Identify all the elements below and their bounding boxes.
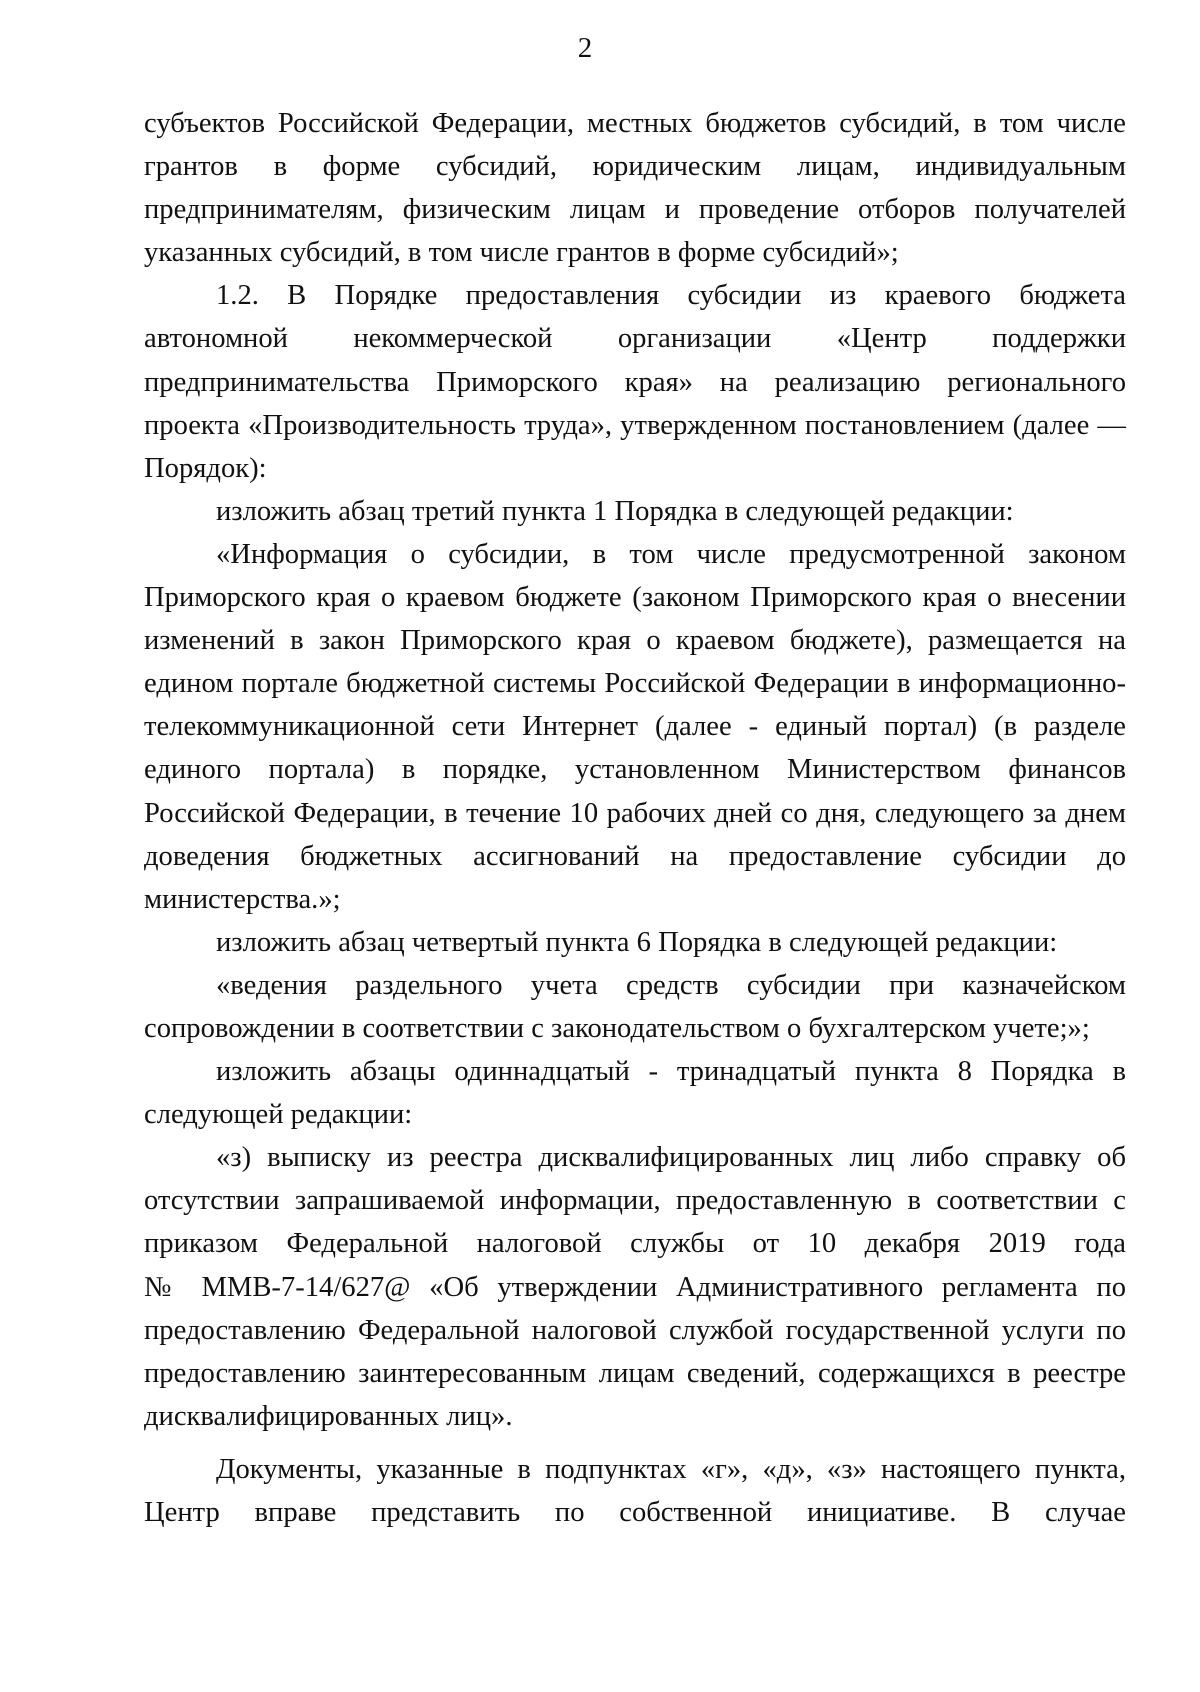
text-line: изложить абзац четвертый пункта 6 Порядка в следующей редакции: xyxy=(216,926,1058,958)
text-line: указанных субсидий, в том числе грантов в форме субсидий»; xyxy=(144,237,899,269)
text-line: изложить абзацы одиннадцатый - тринадцатый пункта 8 Порядка в xyxy=(216,1056,1126,1088)
page-number: 2 xyxy=(577,32,593,64)
text-line: министерства.»; xyxy=(144,883,341,915)
text-line: № ММВ-7-14/627@ «Об утверждении Административного регламента по xyxy=(144,1271,1126,1303)
text-line: приказом Федеральной налоговой службы от 10 декабря 2019 года xyxy=(144,1228,1126,1260)
text-line: Центр вправе представить по собственной инициативе. В случае xyxy=(144,1497,1126,1528)
text-line: «ведения раздельного учета средств субсидии при казначейском xyxy=(216,969,1126,1001)
text-line: сопровождении в соответствии с законодательством о бухгалтерском учете;»; xyxy=(144,1012,1090,1044)
text-line: отсутствии запрашиваемой информации, предоставленную в соответствии с xyxy=(144,1185,1126,1217)
paragraph-quote-registry xyxy=(144,1136,1126,1438)
text-line: субъектов Российской Федерации, местных бюджетов субсидий, в том числе xyxy=(144,108,1126,139)
paragraph-instruction-3 xyxy=(144,1050,1126,1136)
text-line: предпринимателям, физическим лицам и проведение отборов получателей xyxy=(144,194,1126,226)
text-line: предпринимательства Приморского края» на реализацию регионального xyxy=(144,366,1126,398)
paragraph-instruction-1 xyxy=(144,490,1126,533)
paragraph-item-1-2 xyxy=(144,274,1126,489)
text-line: следующей редакции: xyxy=(144,1099,413,1131)
text-line: «з) выписку из реестра дисквалифицированных лиц либо справку об xyxy=(216,1142,1126,1174)
text-line: «Информация о субсидии, в том числе предусмотренной законом xyxy=(216,538,1126,570)
paragraph-instruction-2 xyxy=(144,921,1126,964)
paragraph-quote-accounting xyxy=(144,964,1126,1050)
document-body xyxy=(144,102,1126,1534)
paragraph-continuation xyxy=(144,102,1126,274)
text-line: изменений в закон Приморского края о краевом бюджете), размещается на xyxy=(144,625,1126,657)
text-line: телекоммуникационной сети Интернет (далее - единый портал) (в разделе xyxy=(144,711,1126,743)
paragraph-documents xyxy=(144,1448,1126,1534)
text-line: едином портале бюджетной системы Российской Федерации в информационно- xyxy=(144,668,1126,700)
text-line: предоставлению заинтересованным лицам сведений, содержащихся в реестре xyxy=(144,1357,1126,1389)
text-line: 1.2. В Порядке предоставления субсидии из краевого бюджета xyxy=(216,280,1126,312)
paragraph-quote-information xyxy=(144,533,1126,921)
text-line: грантов в форме субсидий, юридическим лицам, индивидуальным xyxy=(144,151,1126,183)
text-line: предоставлению Федеральной налоговой службой государственной услуги по xyxy=(144,1314,1126,1346)
text-line: изложить абзац третий пункта 1 Порядка в следующей редакции: xyxy=(216,495,1014,527)
text-line: Приморского края о краевом бюджете (законом Приморского края о внесении xyxy=(144,582,1126,614)
text-line: единого портала) в порядке, установленном Министерством финансов xyxy=(144,754,1126,786)
text-line: проекта «Производительность труда», утвержденном постановлением (далее — xyxy=(144,409,1126,441)
text-line: доведения бюджетных ассигнований на предоставление субсидии до xyxy=(144,840,1126,872)
text-line: Документы, указанные в подпунктах «г», «д», «з» настоящего пункта, xyxy=(216,1453,1126,1485)
text-line: дисквалифицированных лиц». xyxy=(144,1400,513,1432)
text-line: Порядок): xyxy=(144,452,267,484)
text-line: Российской Федерации, в течение 10 рабочих дней со дня, следующего за днем xyxy=(144,797,1126,829)
text-line: автономной некоммерческой организации «Центр поддержки xyxy=(144,323,1126,355)
